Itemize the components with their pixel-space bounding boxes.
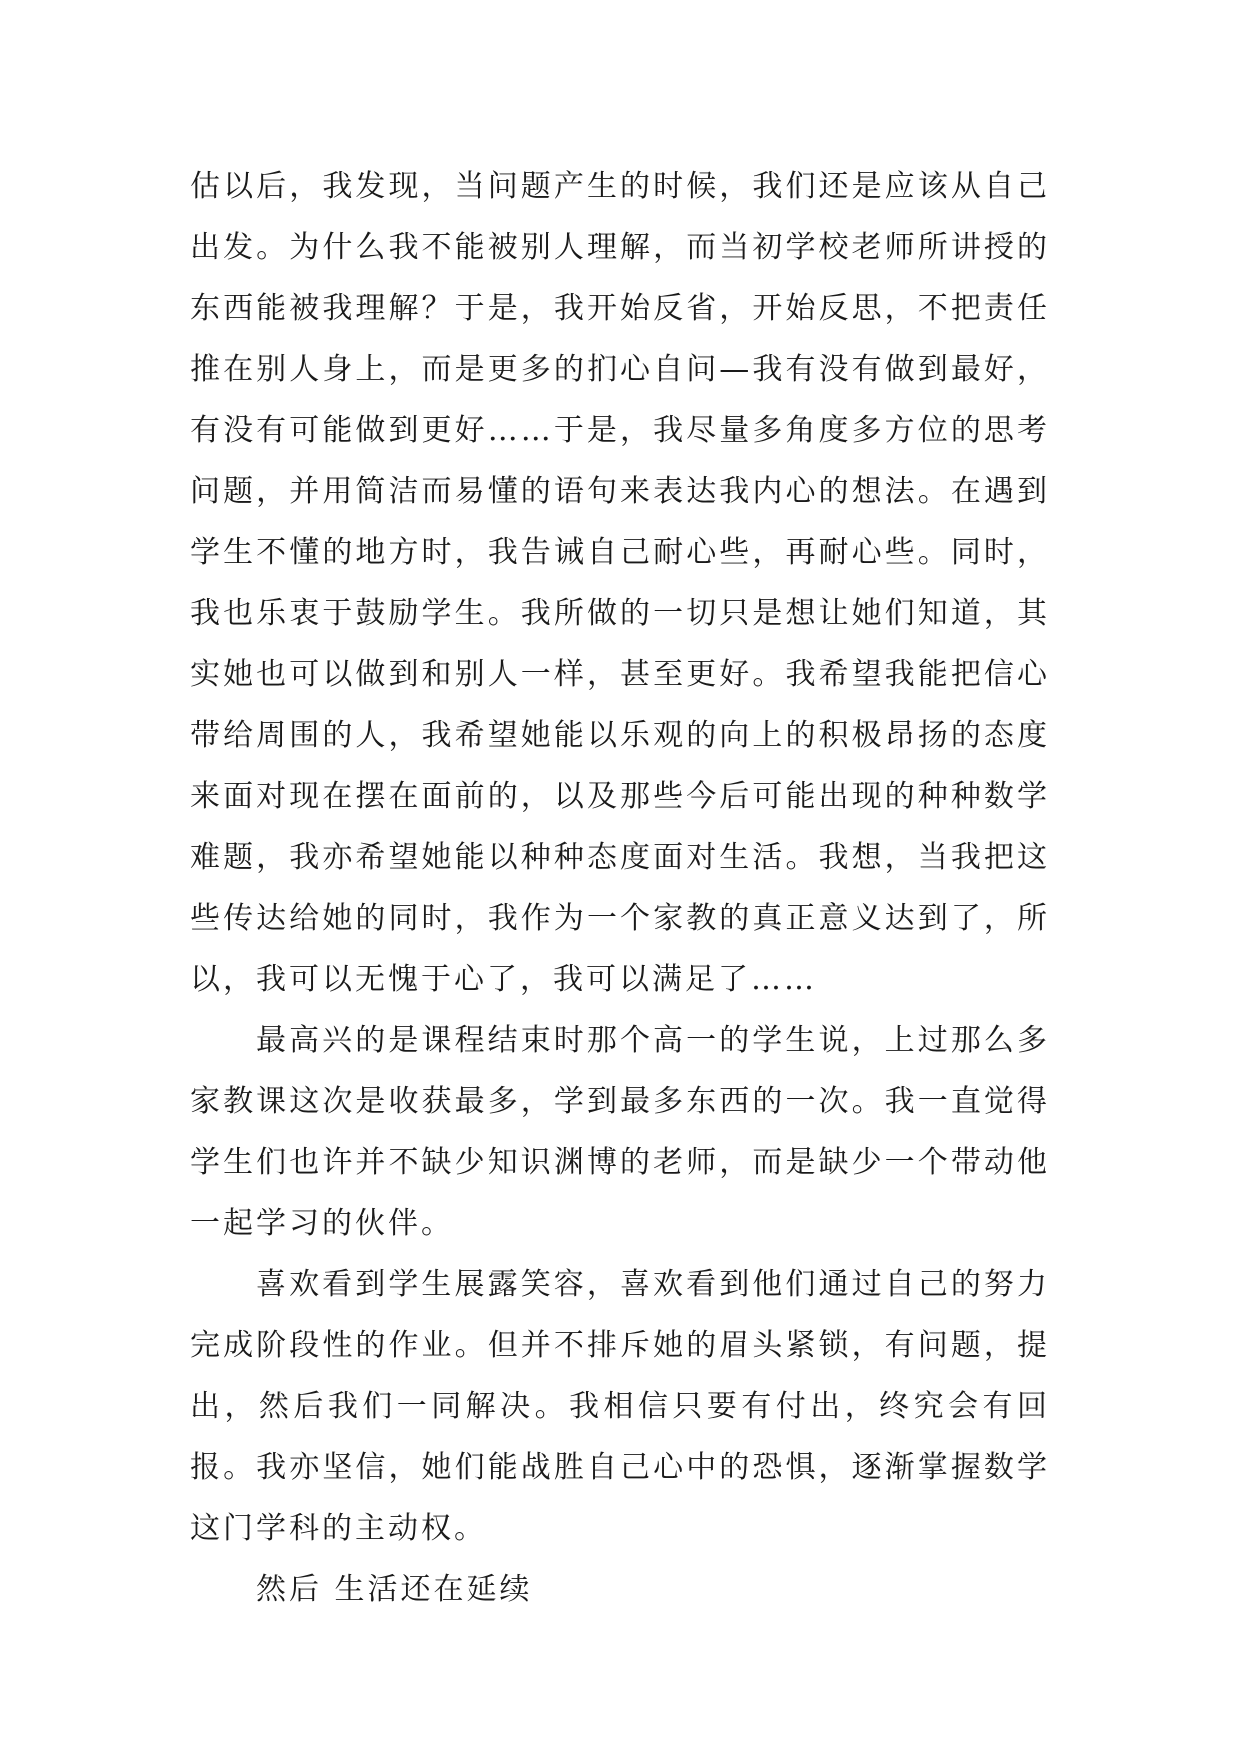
paragraph-student-smile: 喜欢看到学生展露笑容，喜欢看到他们通过自己的努力完成阶段性的作业。但并不排斥她的眉头紧锁，有问题，提出，然后我们一同解决。我相信只要有付出，终究会有回报。我亦坚信，她们能战胜自己心中的恐惧，逐渐掌握数学这门学科的主动权。 [190, 1267, 1050, 1546]
paragraph-continuation: 估以后，我发现，当问题产生的时候，我们还是应该从自己出发。为什么我不能被别人理解，而当初学校老师所讲授的东西能被我理解？于是，我开始反省，开始反思，不把责任推在别人身上，而是更多的扪心自问—我有没有做到最好，有没有可能做到更好……于是，我尽量多角度多方位的思考问题，并用简洁而易懂的语句来表达我内心的想法。在遇到学生不懂的地方时，我告诫自己耐心些，再耐心些。同时，我也乐衷于鼓励学生。我所做的一切只是想让她们知道，其实她也可以做到和别人一样，甚至更好。我希望我能把信心带给周围的人，我希望她能以乐观的向上的积极昂扬的态度来面对现在摆在面前的，以及那些今后可能出现的种种数学难题，我亦希望她能以种种态度面对生活。我想，当我把这些传达给她的同时，我作为一个家教的真正意义达到了，所以，我可以无愧于心了，我可以满足了…… [190, 169, 1050, 997]
paragraph-closing: 然后 生活还在延续 [256, 1572, 533, 1607]
body-text [190, 156, 1050, 1620]
paragraph-student-feedback: 最高兴的是课程结束时那个高一的学生说，上过那么多家教课这次是收获最多，学到最多东西的一次。我一直觉得学生们也许并不缺少知识渊博的老师，而是缺少一个带动他一起学习的伙伴。 [190, 1023, 1050, 1241]
